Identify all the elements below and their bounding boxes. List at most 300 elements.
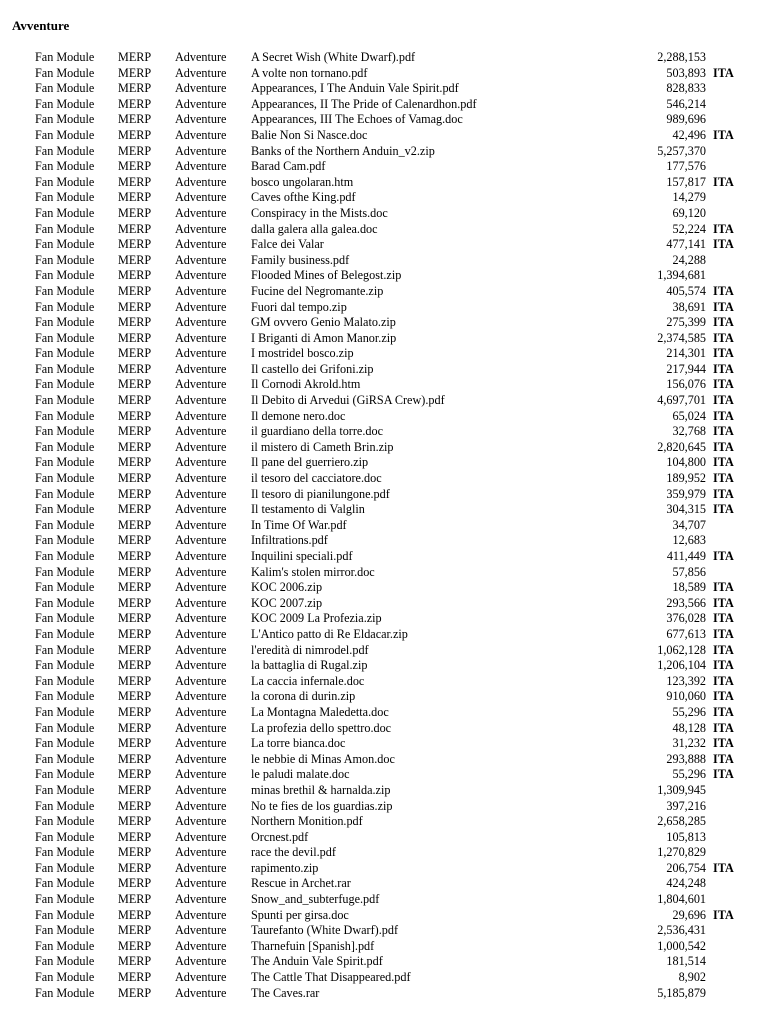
table-row — [0, 315, 768, 331]
file-name-cell: Northern Monition.pdf — [251, 814, 363, 829]
file-size-cell: 14,279 — [672, 190, 706, 205]
module-type-cell: Fan Module — [35, 689, 95, 704]
system-cell: MERP — [118, 283, 152, 298]
file-name-cell: La torre bianca.doc — [251, 736, 346, 751]
file-size-cell: 359,979 — [666, 486, 706, 501]
table-row — [0, 206, 768, 222]
language-cell: ITA — [713, 689, 734, 704]
category-cell: Adventure — [175, 720, 227, 735]
category-cell: Adventure — [175, 502, 227, 517]
category-cell: Adventure — [175, 190, 227, 205]
module-type-cell: Fan Module — [35, 549, 95, 563]
system-cell: MERP — [118, 221, 152, 236]
file-size-cell: 217,944 — [666, 361, 706, 376]
file-name-cell: The Anduin Vale Spirit.pdf — [251, 954, 383, 969]
category-cell: Adventure — [175, 112, 227, 127]
table-row — [0, 253, 768, 269]
module-type-cell: Fan Module — [35, 237, 95, 252]
file-name-cell: Appearances, II The Pride of Calenardhon.pdf — [251, 96, 477, 111]
table-row — [0, 502, 768, 518]
table-row — [0, 424, 768, 440]
system-cell: MERP — [118, 455, 152, 470]
category-cell: Adventure — [175, 50, 227, 64]
language-cell: ITA — [713, 549, 734, 563]
table-row — [0, 112, 768, 128]
file-name-cell: The Cattle That Disappeared.pdf — [251, 970, 411, 985]
table-row — [0, 362, 768, 378]
file-name-cell: Falce dei Valar — [251, 237, 324, 252]
module-type-cell: Fan Module — [35, 486, 95, 501]
module-type-cell: Fan Module — [35, 252, 95, 267]
file-name-cell: minas brethil & harnalda.zip — [251, 782, 391, 797]
category-cell: Adventure — [175, 767, 227, 782]
table-row — [0, 799, 768, 815]
table-row — [0, 627, 768, 643]
file-name-cell: Inquilini speciali.pdf — [251, 549, 353, 563]
system-cell: MERP — [118, 96, 152, 111]
system-cell: MERP — [118, 689, 152, 704]
file-name-cell: Infiltrations.pdf — [251, 533, 328, 548]
category-cell: Adventure — [175, 829, 227, 844]
module-type-cell: Fan Module — [35, 720, 95, 735]
file-size-cell: 29,696 — [672, 907, 706, 922]
system-cell: MERP — [118, 845, 152, 860]
module-type-cell: Fan Module — [35, 393, 95, 408]
module-type-cell: Fan Module — [35, 346, 95, 361]
system-cell: MERP — [118, 907, 152, 922]
language-cell: ITA — [713, 408, 734, 423]
system-cell: MERP — [118, 81, 152, 96]
system-cell: MERP — [118, 486, 152, 501]
language-cell: ITA — [713, 673, 734, 688]
module-type-cell: Fan Module — [35, 860, 95, 875]
file-size-cell: 1,309,945 — [657, 782, 706, 797]
category-cell: Adventure — [175, 299, 227, 314]
module-type-cell: Fan Module — [35, 205, 95, 220]
module-type-cell: Fan Module — [35, 907, 95, 922]
file-name-cell: Appearances, III The Echoes of Vamag.doc — [251, 112, 463, 127]
system-cell: MERP — [118, 377, 152, 392]
table-row — [0, 674, 768, 690]
file-size-cell: 189,952 — [666, 471, 706, 486]
table-row — [0, 658, 768, 674]
system-cell: MERP — [118, 923, 152, 938]
table-row — [0, 580, 768, 596]
file-name-cell: Family business.pdf — [251, 252, 350, 267]
file-size-cell: 1,062,128 — [657, 642, 706, 657]
language-cell: ITA — [713, 439, 734, 454]
system-cell: MERP — [118, 876, 152, 891]
table-row — [0, 128, 768, 144]
category-cell: Adventure — [175, 315, 227, 330]
module-type-cell: Fan Module — [35, 439, 95, 454]
language-cell: ITA — [713, 393, 734, 408]
file-name-cell: KOC 2006.zip — [251, 580, 323, 595]
category-cell: Adventure — [175, 361, 227, 376]
category-cell: Adventure — [175, 221, 227, 236]
file-name-cell: Rescue in Archet.rar — [251, 876, 351, 891]
file-name-cell: GM ovvero Genio Malato.zip — [251, 315, 396, 330]
language-cell: ITA — [713, 502, 734, 517]
system-cell: MERP — [118, 658, 152, 673]
table-row — [0, 237, 768, 253]
file-name-cell: In Time Of War.pdf — [251, 517, 347, 532]
file-size-cell: 2,536,431 — [657, 923, 706, 938]
module-type-cell: Fan Module — [35, 580, 95, 595]
system-cell: MERP — [118, 704, 152, 719]
table-row — [0, 190, 768, 206]
module-type-cell: Fan Module — [35, 642, 95, 657]
file-list — [0, 50, 768, 1001]
table-row — [0, 377, 768, 393]
category-cell: Adventure — [175, 611, 227, 626]
system-cell: MERP — [118, 954, 152, 969]
file-size-cell: 214,301 — [666, 346, 706, 361]
module-type-cell: Fan Module — [35, 112, 95, 127]
system-cell: MERP — [118, 268, 152, 283]
system-cell: MERP — [118, 549, 152, 563]
module-type-cell: Fan Module — [35, 595, 95, 610]
table-row — [0, 66, 768, 82]
file-size-cell: 5,185,879 — [657, 985, 706, 1000]
file-size-cell: 57,856 — [672, 564, 706, 579]
category-cell: Adventure — [175, 81, 227, 96]
language-cell: ITA — [713, 720, 734, 735]
table-row — [0, 876, 768, 892]
module-type-cell: Fan Module — [35, 751, 95, 766]
table-row — [0, 144, 768, 160]
system-cell: MERP — [118, 346, 152, 361]
module-type-cell: Fan Module — [35, 81, 95, 96]
file-size-cell: 32,768 — [672, 424, 706, 439]
system-cell: MERP — [118, 127, 152, 142]
table-row — [0, 611, 768, 627]
file-size-cell: 8,902 — [678, 970, 706, 985]
file-size-cell: 376,028 — [666, 611, 706, 626]
table-row — [0, 986, 768, 1002]
module-type-cell: Fan Module — [35, 985, 95, 1000]
file-name-cell: La profezia dello spettro.doc — [251, 720, 392, 735]
module-type-cell: Fan Module — [35, 970, 95, 985]
category-cell: Adventure — [175, 892, 227, 907]
table-row — [0, 689, 768, 705]
file-size-cell: 156,076 — [666, 377, 706, 392]
language-cell: ITA — [713, 658, 734, 673]
language-cell: ITA — [713, 486, 734, 501]
language-cell: ITA — [713, 704, 734, 719]
file-name-cell: il mistero di Cameth Brin.zip — [251, 439, 394, 454]
file-name-cell: Il tesoro di pianilungone.pdf — [251, 486, 390, 501]
file-size-cell: 104,800 — [666, 455, 706, 470]
module-type-cell: Fan Module — [35, 455, 95, 470]
language-cell: ITA — [713, 767, 734, 782]
category-cell: Adventure — [175, 408, 227, 423]
system-cell: MERP — [118, 751, 152, 766]
table-row — [0, 721, 768, 737]
file-size-cell: 31,232 — [672, 736, 706, 751]
table-row — [0, 783, 768, 799]
system-cell: MERP — [118, 159, 152, 174]
file-size-cell: 546,214 — [666, 96, 706, 111]
file-size-cell: 304,315 — [666, 502, 706, 517]
file-size-cell: 293,888 — [666, 751, 706, 766]
module-type-cell: Fan Module — [35, 767, 95, 782]
file-name-cell: Tharnefuin [Spanish].pdf — [251, 938, 375, 953]
table-row — [0, 923, 768, 939]
file-name-cell: Balie Non Si Nasce.doc — [251, 127, 368, 142]
file-size-cell: 69,120 — [672, 205, 706, 220]
file-size-cell: 24,288 — [672, 252, 706, 267]
category-cell: Adventure — [175, 455, 227, 470]
module-type-cell: Fan Module — [35, 190, 95, 205]
table-row — [0, 736, 768, 752]
file-size-cell: 1,270,829 — [657, 845, 706, 860]
file-name-cell: rapimento.zip — [251, 860, 319, 875]
table-row — [0, 705, 768, 721]
file-name-cell: Caves ofthe King.pdf — [251, 190, 356, 205]
system-cell: MERP — [118, 252, 152, 267]
file-size-cell: 2,374,585 — [657, 330, 706, 345]
file-name-cell: Il pane del guerriero.zip — [251, 455, 369, 470]
table-row — [0, 954, 768, 970]
file-name-cell: KOC 2009 La Profezia.zip — [251, 611, 382, 626]
module-type-cell: Fan Module — [35, 626, 95, 641]
file-name-cell: A volte non tornano.pdf — [251, 65, 368, 80]
file-name-cell: Il testamento di Valglin — [251, 502, 365, 517]
category-cell: Adventure — [175, 127, 227, 142]
table-row — [0, 549, 768, 565]
table-row — [0, 892, 768, 908]
file-size-cell: 4,697,701 — [657, 393, 706, 408]
file-name-cell: Il demone nero.doc — [251, 408, 346, 423]
module-type-cell: Fan Module — [35, 564, 95, 579]
language-cell: ITA — [713, 299, 734, 314]
table-row — [0, 393, 768, 409]
system-cell: MERP — [118, 330, 152, 345]
system-cell: MERP — [118, 798, 152, 813]
system-cell: MERP — [118, 626, 152, 641]
category-cell: Adventure — [175, 860, 227, 875]
category-cell: Adventure — [175, 798, 227, 813]
system-cell: MERP — [118, 611, 152, 626]
category-cell: Adventure — [175, 424, 227, 439]
system-cell: MERP — [118, 502, 152, 517]
file-size-cell: 1,394,681 — [657, 268, 706, 283]
system-cell: MERP — [118, 642, 152, 657]
category-cell: Adventure — [175, 673, 227, 688]
category-cell: Adventure — [175, 330, 227, 345]
system-cell: MERP — [118, 860, 152, 875]
table-row — [0, 81, 768, 97]
module-type-cell: Fan Module — [35, 330, 95, 345]
file-name-cell: Fucine del Negromante.zip — [251, 283, 384, 298]
module-type-cell: Fan Module — [35, 315, 95, 330]
file-size-cell: 1,804,601 — [657, 892, 706, 907]
file-size-cell: 828,833 — [666, 81, 706, 96]
module-type-cell: Fan Module — [35, 938, 95, 953]
table-row — [0, 97, 768, 113]
table-row — [0, 440, 768, 456]
system-cell: MERP — [118, 143, 152, 158]
table-row — [0, 346, 768, 362]
category-cell: Adventure — [175, 486, 227, 501]
category-cell: Adventure — [175, 876, 227, 891]
language-cell: ITA — [713, 611, 734, 626]
system-cell: MERP — [118, 564, 152, 579]
category-cell: Adventure — [175, 205, 227, 220]
category-cell: Adventure — [175, 283, 227, 298]
module-type-cell: Fan Module — [35, 829, 95, 844]
module-type-cell: Fan Module — [35, 268, 95, 283]
category-cell: Adventure — [175, 533, 227, 548]
file-name-cell: Fuori dal tempo.zip — [251, 299, 347, 314]
system-cell: MERP — [118, 938, 152, 953]
category-cell: Adventure — [175, 923, 227, 938]
language-cell: ITA — [713, 127, 734, 142]
module-type-cell: Fan Module — [35, 892, 95, 907]
language-cell: ITA — [713, 237, 734, 252]
table-row — [0, 861, 768, 877]
module-type-cell: Fan Module — [35, 673, 95, 688]
file-name-cell: Orcnest.pdf — [251, 829, 309, 844]
category-cell: Adventure — [175, 814, 227, 829]
module-type-cell: Fan Module — [35, 845, 95, 860]
table-row — [0, 939, 768, 955]
category-cell: Adventure — [175, 268, 227, 283]
module-type-cell: Fan Module — [35, 96, 95, 111]
file-size-cell: 424,248 — [666, 876, 706, 891]
file-name-cell: la battaglia di Rugal.zip — [251, 658, 368, 673]
system-cell: MERP — [118, 517, 152, 532]
file-name-cell: Snow_and_subterfuge.pdf — [251, 892, 380, 907]
file-size-cell: 55,296 — [672, 704, 706, 719]
file-name-cell: A Secret Wish (White Dwarf).pdf — [251, 50, 416, 64]
file-name-cell: race the devil.pdf — [251, 845, 336, 860]
file-name-cell: Flooded Mines of Belegost.zip — [251, 268, 402, 283]
language-cell: ITA — [713, 471, 734, 486]
module-type-cell: Fan Module — [35, 736, 95, 751]
module-type-cell: Fan Module — [35, 517, 95, 532]
language-cell: ITA — [713, 330, 734, 345]
system-cell: MERP — [118, 892, 152, 907]
category-cell: Adventure — [175, 346, 227, 361]
category-cell: Adventure — [175, 96, 227, 111]
file-name-cell: L'Antico patto di Re Eldacar.zip — [251, 626, 408, 641]
table-row — [0, 471, 768, 487]
file-name-cell: Il Cornodi Akrold.htm — [251, 377, 361, 392]
category-cell: Adventure — [175, 626, 227, 641]
file-size-cell: 2,288,153 — [657, 50, 706, 64]
file-name-cell: Banks of the Northern Anduin_v2.zip — [251, 143, 435, 158]
language-cell: ITA — [713, 361, 734, 376]
system-cell: MERP — [118, 673, 152, 688]
category-cell: Adventure — [175, 845, 227, 860]
language-cell: ITA — [713, 907, 734, 922]
file-name-cell: Appearances, I The Anduin Vale Spirit.pdf — [251, 81, 459, 96]
table-row — [0, 487, 768, 503]
module-type-cell: Fan Module — [35, 174, 95, 189]
file-size-cell: 12,683 — [672, 533, 706, 548]
category-cell: Adventure — [175, 642, 227, 657]
module-type-cell: Fan Module — [35, 876, 95, 891]
module-type-cell: Fan Module — [35, 127, 95, 142]
file-size-cell: 18,589 — [672, 580, 706, 595]
file-size-cell: 181,514 — [666, 954, 706, 969]
module-type-cell: Fan Module — [35, 424, 95, 439]
system-cell: MERP — [118, 205, 152, 220]
file-size-cell: 503,893 — [666, 65, 706, 80]
category-cell: Adventure — [175, 782, 227, 797]
file-size-cell: 206,754 — [666, 860, 706, 875]
table-row — [0, 455, 768, 471]
file-name-cell: le nebbie di Minas Amon.doc — [251, 751, 395, 766]
file-name-cell: I Briganti di Amon Manor.zip — [251, 330, 397, 345]
file-size-cell: 1,206,104 — [657, 658, 706, 673]
table-row — [0, 409, 768, 425]
language-cell: ITA — [713, 283, 734, 298]
file-name-cell: I mostridel bosco.zip — [251, 346, 354, 361]
module-type-cell: Fan Module — [35, 65, 95, 80]
system-cell: MERP — [118, 829, 152, 844]
file-name-cell: Il castello dei Grifoni.zip — [251, 361, 374, 376]
system-cell: MERP — [118, 112, 152, 127]
system-cell: MERP — [118, 174, 152, 189]
language-cell: ITA — [713, 221, 734, 236]
file-name-cell: dalla galera alla galea.doc — [251, 221, 378, 236]
module-type-cell: Fan Module — [35, 283, 95, 298]
file-size-cell: 1,000,542 — [657, 938, 706, 953]
category-cell: Adventure — [175, 471, 227, 486]
table-row — [0, 284, 768, 300]
system-cell: MERP — [118, 315, 152, 330]
file-name-cell: le paludi malate.doc — [251, 767, 350, 782]
system-cell: MERP — [118, 720, 152, 735]
language-cell: ITA — [713, 626, 734, 641]
module-type-cell: Fan Module — [35, 782, 95, 797]
file-name-cell: Kalim's stolen mirror.doc — [251, 564, 375, 579]
system-cell: MERP — [118, 361, 152, 376]
category-cell: Adventure — [175, 595, 227, 610]
language-cell: ITA — [713, 580, 734, 595]
file-size-cell: 38,691 — [672, 299, 706, 314]
category-cell: Adventure — [175, 954, 227, 969]
file-name-cell: Spunti per girsa.doc — [251, 907, 349, 922]
table-row — [0, 643, 768, 659]
language-cell: ITA — [713, 736, 734, 751]
file-size-cell: 123,392 — [666, 673, 706, 688]
module-type-cell: Fan Module — [35, 471, 95, 486]
module-type-cell: Fan Module — [35, 611, 95, 626]
category-cell: Adventure — [175, 237, 227, 252]
category-cell: Adventure — [175, 580, 227, 595]
language-cell: ITA — [713, 595, 734, 610]
category-cell: Adventure — [175, 549, 227, 563]
module-type-cell: Fan Module — [35, 798, 95, 813]
language-cell: ITA — [713, 751, 734, 766]
table-row — [0, 908, 768, 924]
file-size-cell: 177,576 — [666, 159, 706, 174]
system-cell: MERP — [118, 408, 152, 423]
table-row — [0, 50, 768, 66]
table-row — [0, 814, 768, 830]
system-cell: MERP — [118, 767, 152, 782]
language-cell: ITA — [713, 174, 734, 189]
module-type-cell: Fan Module — [35, 954, 95, 969]
language-cell: ITA — [713, 860, 734, 875]
table-row — [0, 752, 768, 768]
category-cell: Adventure — [175, 938, 227, 953]
file-name-cell: La Montagna Maledetta.doc — [251, 704, 389, 719]
